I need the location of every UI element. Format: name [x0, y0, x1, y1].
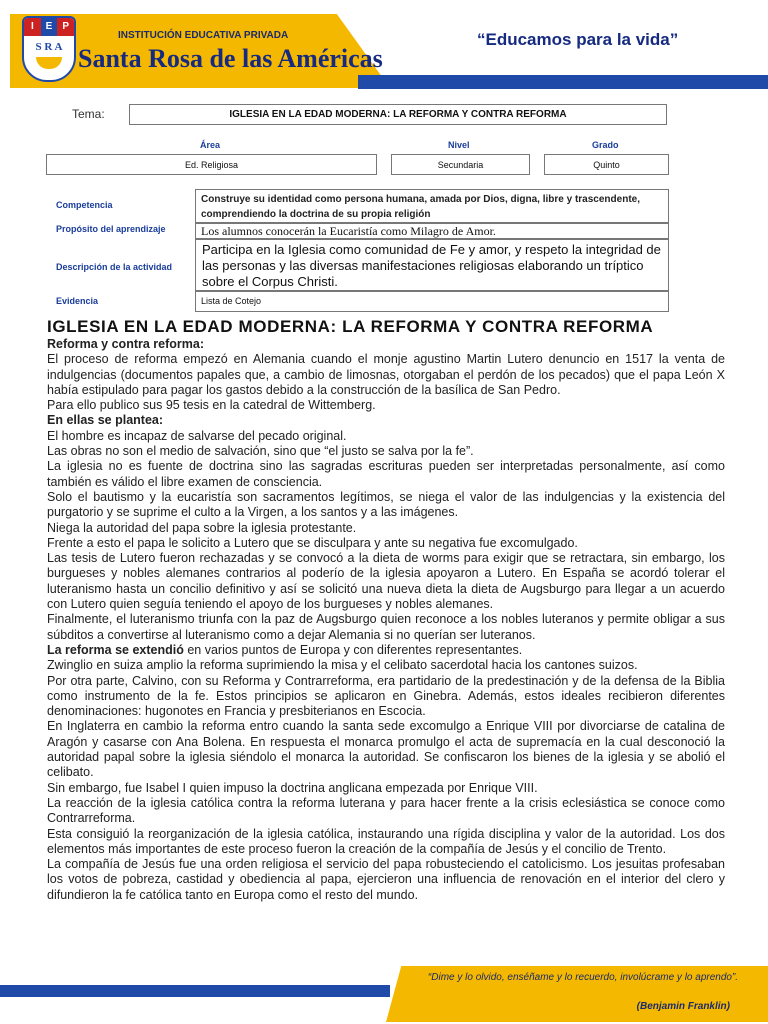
paragraph: La compañía de Jesús fue una orden religiosa el servicio del papa robusteciendo el catolicismo. Los jesuitas profesaban los votos de pobreza, castidad y obediencia al papa, ejercieron una influencia de renovación en el interior del clero y difundieron la fe católica tanto en Europa como el resto del mundo. — [47, 857, 725, 902]
paragraph: Sin embargo, fue Isabel I quien impuso la doctrina anglicana empezada por Enrique VIII. — [47, 780, 538, 795]
section-heading: En ellas se plantea: — [47, 413, 164, 428]
paragraph: La reacción de la iglesia católica contra la reforma luterana y para hacer frente a la crisis eclesiástica se conoce como Contrarreforma. — [47, 795, 725, 826]
tema-field: IGLESIA EN LA EDAD MODERNA: LA REFORMA Y CONTRA REFORMA — [129, 104, 667, 125]
paragraph: Por otra parte, Calvino, con su Reforma y Contrarreforma, era partidario de la predestinación y de la defensa de la Biblia como instrumento de la fe. Estos principios se aplicaron en Ginebra. Además, estos ideales recibieron diferentes denominaciones: hugonotes en Francia y presbiterianos en Escocia. — [47, 673, 725, 719]
footer-quote: “Dime y lo olvido, enséñame y lo recuerdo, involúcrame y lo aprendo”. — [427, 972, 739, 983]
paragraph: El hombre es incapaz de salvarse del pecado original. — [47, 428, 347, 443]
evidencia-label: Evidencia — [56, 296, 99, 306]
paragraph: Las obras no son el medio de salvación, sino que “el justo se salva por la fe”. — [47, 444, 474, 459]
inline-text: en varios puntos de Europa y con diferentes representantes. — [183, 642, 523, 657]
logo-letter: I — [24, 18, 41, 36]
school-logo — [22, 16, 76, 82]
paragraph — [47, 643, 725, 658]
document-body — [47, 337, 725, 903]
paragraph: Esta consiguió la reorganización de la iglesia católica, instaurando una rígida disciplina y valor de la autoridad. Los dos elementos más importantes de este proceso fueron la creación de la compañía de Jesús y el concilio de Trento. — [47, 826, 725, 856]
grado-field: Quinto — [544, 154, 669, 175]
paragraph: Zwinglio en suiza amplio la reforma suprimiendo la misa y el celibato sacerdotal hacia los cantones suizos. — [47, 658, 638, 673]
paragraph: Para ello publico sus 95 tesis en la catedral de Wittemberg. — [47, 398, 376, 413]
competencia-field: Construye su identidad como persona humana, amada por Dios, digna, libre y trascendente, comprendiendo la doctrina de su propia religión — [195, 189, 669, 223]
page-header — [0, 0, 768, 92]
descripcion-label: Descripción de la actividad — [56, 262, 173, 272]
logo-shield-base — [36, 57, 62, 69]
paragraph: Solo el bautismo y la eucaristía son sacramentos legítimos, se niega el valor de las indulgencias y la existencia del purgatorio y se suprime el culto a la Virgen, a los santos y a las imágenes. — [47, 489, 725, 520]
logo-letter: E — [41, 18, 58, 36]
proposito-field: Los alumnos conocerán la Eucaristía como Milagro de Amor. — [195, 223, 669, 239]
school-name: Santa Rosa de las Américas — [78, 44, 383, 73]
paragraph: Las tesis de Lutero fueron rechazadas y se convocó a la dieta de worms para exigir que se retractara, sin embargo, los burgueses y nobles alemanes contrarios al poderío de la iglesia apoyaron a Lutero. En España se acordó tolerar el luteranismo hasta un concilio definitivo y así se solicitó una nueva dieta la dieta de Augsburgo para llegar a un acuerdo con Lutero quien seguía teniendo el apoyo de los burgueses y nobles alemanes. — [47, 551, 725, 612]
header-blue-stripe — [358, 75, 768, 89]
footer-blue-stripe — [0, 985, 390, 997]
document-title: IGLESIA EN LA EDAD MODERNA: LA REFORMA Y CONTRA REFORMA — [47, 317, 654, 336]
school-motto: “Educamos para la vida” — [477, 30, 679, 49]
paragraph: Frente a esto el papa le solicito a Lutero que se disculpara y ante su negativa fue excomulgado. — [47, 535, 578, 550]
nivel-label: Nivel — [448, 140, 470, 150]
logo-initials: S R A — [35, 41, 63, 53]
descripcion-field: Participa en la Iglesia como comunidad de Fe y amor, y respeto la integridad de las personas y las diversas manifestaciones religiosas elaborando un tríptico sobre el Corpus Christi. — [195, 239, 669, 291]
area-label: Área — [200, 140, 221, 150]
paragraph: Niega la autoridad del papa sobre la iglesia protestante. — [47, 520, 357, 535]
section-heading: Reforma y contra reforma: — [47, 337, 204, 351]
proposito-label: Propósito del aprendizaje — [56, 224, 166, 234]
grado-label: Grado — [592, 140, 619, 150]
paragraph: En Inglaterra en cambio la reforma entro cuando la santa sede excomulgo a Enrique VIII por divorciarse de catalina de Aragón y casarse con Ana Bolena. En respuesta el monarca promulgo el acta de supremacía en la cual desconoció la autoridad papal sobre la iglesia siéndolo el monarca la autoridad. Se confiscaron los bienes de la iglesia y se abolió el celibato. — [47, 719, 725, 780]
area-field: Ed. Religiosa — [46, 154, 377, 175]
competencia-label: Competencia — [56, 200, 113, 210]
institution-type: INSTITUCIÓN EDUCATIVA PRIVADA — [118, 30, 289, 41]
quote-author: (Benjamin Franklin) — [636, 1001, 730, 1012]
paragraph: Finalmente, el luteranismo triunfa con la paz de Augsburgo quien reconoce a los nobles luteranos y permite obligar a sus súbditos a convertirse al luteranismo como a dejar Alemania si no querían ser luteranos. — [47, 612, 725, 642]
evidencia-field: Lista de Cotejo — [195, 291, 669, 312]
paragraph: El proceso de reforma empezó en Alemania cuando el monje agustino Martin Lutero denuncio en 1517 la venta de indulgencias (documentos papales que, a cambio de limosnas, otorgaban el perdón de los pecados) que el papa León X había estipulado para pagar los gastos debido a la construcción de la basílica de San Pedro. — [47, 352, 725, 397]
inline-bold: La reforma se extendió — [47, 642, 184, 657]
logo-letter: P — [57, 18, 74, 36]
tema-label: Tema: — [72, 107, 105, 121]
paragraph: La iglesia no es fuente de doctrina sino las sagradas escrituras pueden ser interpretadas personalmente, así como también es válido el libre examen de consciencia. — [47, 459, 725, 489]
nivel-field: Secundaria — [391, 154, 530, 175]
